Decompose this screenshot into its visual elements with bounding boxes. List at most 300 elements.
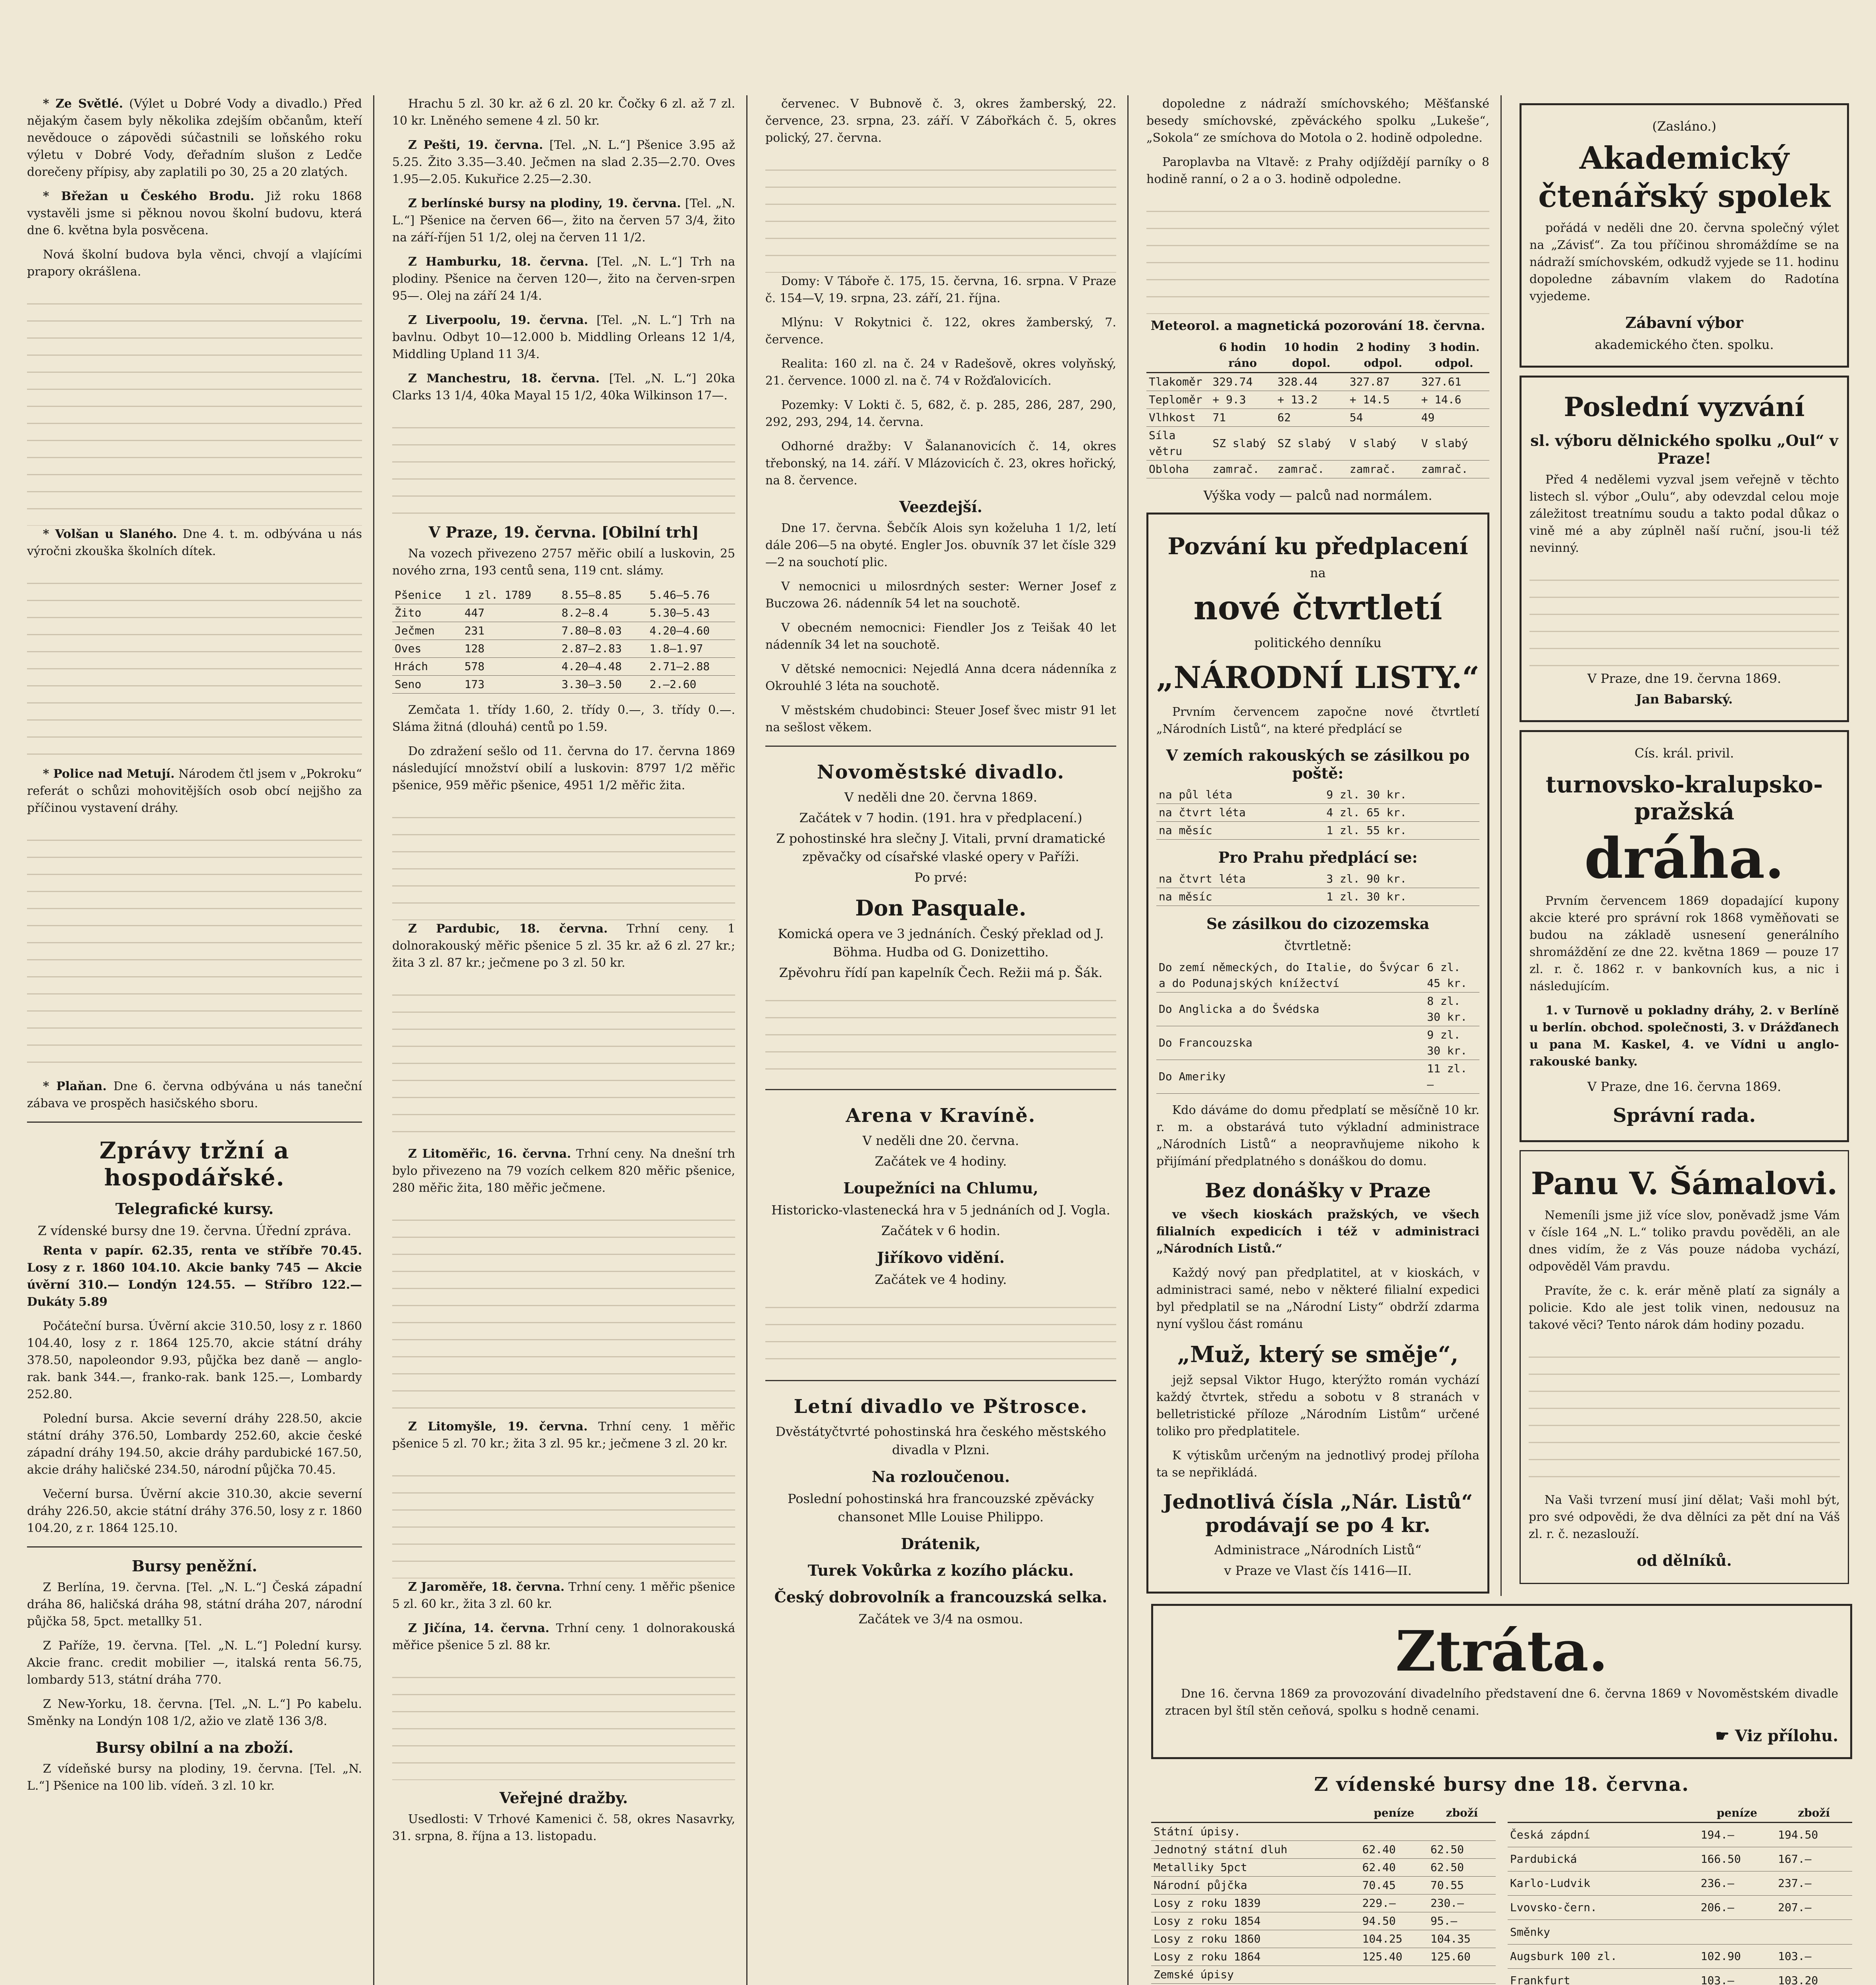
notice-signature: Zábavní výbor [1625, 314, 1743, 331]
table-cell: Žito [392, 604, 462, 622]
article [392, 195, 735, 246]
table-cell: Národní půjčka [1151, 1877, 1360, 1894]
table-cell: na čtvrt léta [1156, 804, 1324, 822]
table-cell: Vlhkost [1146, 409, 1210, 427]
club-notice [1520, 103, 1849, 368]
article-lead: Z Litoměřic, 16. června. [408, 1147, 571, 1161]
table-cell: Losy z roku 1864 [1151, 1948, 1360, 1966]
table-cell [1776, 1920, 1852, 1944]
article-lead: * Plaňan. [43, 1079, 107, 1093]
notice-text: 1. v Turnově u pokladny dráhy, 2. v Berlíně u berlín. obchod. společnosti, 3. v Drážďanech u pana M. Kaskel, 4. ve Vídni u anglo-rakouské banky. [1529, 1004, 1839, 1069]
ad-text: Prvním červencem započne nové čtvrtletí „Národních Listů“, na které předplácí se [1156, 705, 1479, 736]
theatre-note: Historicko-vlastenecká hra v 5 jednáních od J. Vogla. [771, 1203, 1110, 1218]
exchange-table [1508, 1804, 1852, 1985]
table-cell: Metalliky 5pct [1151, 1859, 1360, 1877]
notice-label: (Zasláno.) [1652, 119, 1716, 134]
notice-label: Cís. král. privil. [1634, 746, 1734, 761]
novel-title: „Muž, který se směje“, [1177, 1341, 1459, 1368]
table-cell: 102.90 [1698, 1944, 1776, 1968]
ad-text: v Praze ve Vlast čís 1416—II. [1224, 1563, 1412, 1578]
article-lead: Z Litomyšle, 19. června. [408, 1420, 588, 1434]
article-body: Do zdražení sešlo od 11. června do 17. června 1869 následující množství obilí a luskovin: 8797 1/2 měřic pšenice, 959 měřic pšenice, 4951 1/2 měřic žita. [392, 744, 735, 792]
ad-text: ve všech kioskách pražských, ve všech filialních expedicích i též v administraci „Národních Listů.“ [1156, 1208, 1479, 1256]
theatre-note: Začátek v 6 hodin. [881, 1223, 1000, 1238]
column-2 [381, 95, 746, 1985]
table-cell: 1 zl. 55 kr. [1324, 822, 1479, 840]
article-body: Již roku 1868 vystavěli jsme si pěknou novou školní budovu, která dne 6. května byla posvěcena. [27, 189, 362, 237]
exchange-row [1508, 1896, 1852, 1920]
notice-text: Prvním červencem 1869 dopadající kupony akcie které pro správní rok 1868 vyměňovati se budou na základě usnesení generálního shromáždění ze dne 22. května 1869 — pouze 17 zl. r. č. 1862 r. v bankovních kus, a nic i následujícím. [1529, 894, 1839, 993]
ad-text: K výtiskům určeným na jednotlivý prodej příloha ta se nepřikládá. [1156, 1449, 1479, 1480]
price-row [392, 604, 735, 622]
newspaper-title: „NÁRODNÍ LISTY.“ [1156, 660, 1479, 695]
table-cell: 103.— [1776, 1944, 1852, 1968]
article-body: Polední bursa. Akcie severní dráhy 228.50, akcie státní dráhy 376.50, Lombardy 252.60, akcie české západní dráhy 194.50, akcie dráhy pardubické 167.50, akcie dráhy haličské 234.50, národní půjčka 70.45. [27, 1412, 362, 1477]
theatre-note: Dvěstátyčtvrté pohostinská hra českého městského divadla v Plzni. [775, 1424, 1106, 1457]
table-cell: 2.87—2.83 [559, 640, 647, 658]
article-body: Zemčata 1. třídy 1.60, 2. třídy 0.—, 3. třídy 0.—. Sláma žitná (dlouhá) centů po 1.59. [392, 703, 735, 734]
article-body: Z New-Yorku, 18. června. [Tel. „N. L.“] Po kabelu. Směnky na Londýn 108 1/2, ažio ve zlatě 136 3/8. [27, 1697, 362, 1728]
article-body: Večerní bursa. Úvěrní akcie 310.30, akcie severní dráhy 226.50, akcie státní dráhy 376.50, losy z r. 1860 104.20, z r. 1864 125.10. [27, 1487, 362, 1535]
exchange-row [1508, 1823, 1852, 1847]
notice-text: pořádá v neděli dne 20. června společný výlet na „Závisť“. Za tou příčinou shromáždíme se na nádraží smíchovském, odkudž vyjede se 11. hodinu dopoledne zábavním vlakem do Radotína vyjedeme. [1529, 221, 1839, 303]
theatre-note: Začátek ve 4 hodiny. [874, 1154, 1007, 1169]
exchange-row [1151, 1894, 1496, 1912]
article-body: červenec. V Bubnově č. 3, okres žamberský, 22. července, 23. srpna, 23. září. V Zábořkách č. 5, okres polický, 27. června. [765, 97, 1116, 145]
exchange-row [1508, 1944, 1852, 1968]
article [392, 253, 735, 304]
table-cell: zamrač. [1210, 461, 1275, 478]
table-cell: Hrách [392, 658, 462, 676]
table-cell [1151, 1984, 1360, 1985]
table-cell: 125.40 [1360, 1948, 1428, 1966]
exchange-tables [1151, 1800, 1852, 1985]
exchange-row [1151, 1877, 1496, 1894]
table-cell: 3 zl. 90 kr. [1324, 870, 1479, 888]
exchange-row [1151, 1841, 1496, 1859]
price-list [1156, 870, 1479, 906]
play-title: Český dobrovolník a francouzská selka. [774, 1588, 1107, 1606]
exchange-row [1151, 1966, 1496, 1984]
table-cell: zamrač. [1347, 461, 1419, 478]
article [27, 95, 362, 181]
article-lead: Z Pešti, 19. června. [408, 138, 543, 152]
table-header [1146, 339, 1210, 373]
article-lead: * Volšan u Slaného. [43, 527, 177, 541]
subsection-heading: Bursy peněžní. [132, 1557, 257, 1575]
table-cell [1698, 1920, 1776, 1944]
article [392, 312, 735, 363]
article-body: Národem čtl jsem v „Pokroku“ referát o schůzi mohovitějších osob obcí nejjšho za příčinou vystavení dráhy. [27, 767, 362, 815]
table-cell: 447 [462, 604, 559, 622]
table-cell: 230.— [1428, 1894, 1496, 1912]
table-cell: 7.80—8.03 [559, 622, 647, 640]
table-cell: 231 [462, 622, 559, 640]
table-cell: Síla větru [1146, 427, 1210, 461]
article [27, 765, 362, 817]
table-cell [1360, 1823, 1428, 1841]
price-row [392, 640, 735, 658]
subsection-heading: Veřejné dražby. [499, 1789, 628, 1807]
exchange-row [1151, 1859, 1496, 1877]
article-body: [Tel. „N. L.“] Pšenice 3.95 až 5.25. Žito 3.35—3.40. Ječmen na slad 2.35—2.70. Oves 1.95—2.05. Kukuřice 2.25—2.30. [392, 138, 735, 186]
table-cell: 54 [1347, 409, 1419, 427]
article-lead: Z Pardubic, 18. června. [408, 922, 608, 936]
ad-text: na [1310, 565, 1326, 580]
table-cell: 2.—2.60 [647, 676, 735, 694]
article [27, 1078, 362, 1112]
article [392, 1418, 735, 1452]
table-cell: 4.20—4.48 [559, 658, 647, 676]
article-lead: * Břežan u Českého Brodu. [43, 189, 254, 203]
text-block [392, 1661, 735, 1780]
price-row [1156, 888, 1479, 906]
meteo-row [1146, 409, 1489, 427]
table-cell: 167.— [1776, 1847, 1852, 1871]
article-body: Usedlosti: V Trhové Kamenici č. 58, okres Nasavrky, 31. srpna, 8. října a 13. listopadu. [392, 1812, 735, 1843]
notice-date: V Praze, dne 16. června 1869. [1587, 1079, 1782, 1094]
table-cell [1360, 1966, 1428, 1984]
theatre-date: V neděli dne 20. června 1869. [844, 790, 1037, 805]
notice-text: Nemeníli jsme již více slov, poněvadž jsme Vám v čísle 164 „N. L.“ toliko pravdu pověděli, an ale dnes vidím, že z Vás pouze nádoba vychází, odpověděl Vám pravdu. [1529, 1208, 1840, 1274]
table-cell: Obloha [1146, 461, 1210, 478]
theatre-date: V neděli dne 20. června. [862, 1133, 1019, 1148]
table-header: peníze [1698, 1804, 1776, 1823]
price-list [1156, 959, 1479, 1094]
table-cell: Pšenice [392, 586, 462, 604]
table-cell: 62.50 [1428, 1859, 1496, 1877]
table-cell: na čtvrt léta [1156, 870, 1324, 888]
table-cell: Seno [392, 676, 462, 694]
table-cell: 103.— [1698, 1968, 1776, 1985]
table-cell: 206.— [1698, 1896, 1776, 1920]
table-cell: 194.— [1698, 1823, 1776, 1847]
table-cell: 5.30—5.43 [647, 604, 735, 622]
article-body: Domy: V Táboře č. 175, 15. června, 16. srpna. V Praze č. 154—V, 19. srpna, 23. září, 21. října. [765, 274, 1116, 305]
column-rule [1127, 95, 1129, 1985]
table-cell: 71 [1210, 409, 1275, 427]
table-cell: Karlo-Ludvik [1508, 1871, 1698, 1896]
table-cell: 4 zl. 65 kr. [1324, 804, 1479, 822]
table-cell: 1 zl. 1789 [462, 586, 559, 604]
play-title: Drátenik, [901, 1535, 981, 1553]
table-cell: 8.55—8.85 [559, 586, 647, 604]
price-heading: Pro Prahu předplácí se: [1218, 848, 1418, 866]
article-body: V nemocnici u milosrdných sester: Werner Josef z Buczowa 26. nádenník 54 let na souchotě. [765, 580, 1116, 611]
notice-title: dráha. [1584, 826, 1784, 891]
see-supplement: ☛ Viz přílohu. [1715, 1727, 1838, 1745]
price-row [1156, 822, 1479, 840]
ad-text: Každý nový pan předplatitel, at v kioskách, v administraci samé, nebo v některé filialní expedici byl předplatil se na „Národní Listy“ obdrží zdarma nyní vyšlou část románu [1156, 1266, 1479, 1331]
table-cell: Losy z roku 1860 [1151, 1930, 1360, 1948]
article [392, 1145, 735, 1197]
notice-title: turnovsko-kralupsko-pražská [1545, 771, 1823, 825]
ad-heading: Pozvání ku předplacení [1167, 533, 1468, 560]
table-cell: V slabý [1347, 427, 1419, 461]
article-body: Trhní ceny. 1 měřic pšenice 5 zl. 70 kr.; žita 3 zl. 95 kr.; ječmene 3 zl. 20 kr. [392, 1420, 735, 1451]
letter-notice [1520, 1150, 1849, 1584]
table-cell: + 9.3 [1210, 391, 1275, 409]
text-block [392, 801, 735, 920]
article-body: Hrachu 5 zl. 30 kr. až 6 zl. 20 kr. Čočky 6 zl. až 7 zl. 10 kr. Lněného semene 4 zl. 50 kr. [392, 97, 735, 128]
table-header: 3 hodin. odpol. [1419, 339, 1489, 373]
article [392, 370, 735, 404]
article-body: (Výlet u Dobré Vody a divadlo.) Před nějakým časem byly několika zdejším občanům, kteří nevědouce o zápovědi súčastnili se loňského roku výletu v Dobré Vody, ďeřadním slušon z Ledče dorečeny přípisy, aby zaplatili po 30, 25 a 20 zlatých. [27, 97, 362, 179]
table-cell: Do zemí německých, do Italie, do Švýcar a do Podunajských knížectví [1156, 959, 1425, 992]
article-body: Dne 6. června odbývána u nás taneční zábava ve prospěch hasičského sboru. [27, 1079, 362, 1110]
table-header: peníze [1360, 1804, 1428, 1823]
table-cell: Jednotný státní dluh [1151, 1841, 1360, 1859]
table-cell: 70.45 [1360, 1877, 1428, 1894]
table-cell: SZ slabý [1210, 427, 1275, 461]
theatre-note: Začátek ve 4 hodiny. [874, 1272, 1007, 1287]
table-cell: na půl léta [1156, 786, 1324, 804]
article-body: Na vozech přivezeno 2757 měřic obilí a luskovin, 25 nového zrna, 193 centů sena, 119 cnt. slámy. [392, 547, 735, 578]
table-cell: 128 [462, 640, 559, 658]
table-cell: + 13.2 [1275, 391, 1347, 409]
text-block [765, 1291, 1116, 1370]
article-body: [Tel. „N. L.“] 20ka Clarks 13 1/4, 40ka Mayal 15 1/2, 40ka Wilkinson 17—. [392, 372, 735, 403]
column-rule [373, 95, 374, 1985]
table-cell: 62 [1275, 409, 1347, 427]
table-cell: Pardubická [1508, 1847, 1698, 1871]
article [27, 526, 362, 560]
article-body: Trhní ceny. Na dnešní trh bylo přivezeno na 79 vozích celkem 820 měřic pšenice, 280 měřic žita, 180 měřic ječmene. [392, 1147, 735, 1195]
notice-subtitle: sl. výboru dělnického spolku „Oul“ v Praze! [1530, 432, 1838, 467]
article-lead: Z Manchestru, 18. června. [408, 372, 600, 385]
table-cell: 194.50 [1776, 1823, 1852, 1847]
table-cell: 104.35 [1428, 1930, 1496, 1948]
article-body: Z vídeňské bursy na plodiny, 19. června. [Tel. „N. L.“] Pšenice na 100 lib. vídeň. 3 zl. 10 kr. [27, 1762, 362, 1793]
article-body: Paroplavba na Vltavě: z Prahy odjíždějí parníky o 8 hodině ranní, o 2 a o 3. hodině odpoledne. [1146, 155, 1489, 186]
subsection-note: Z vídenské bursy dne 19. června. Úřední zpráva. [37, 1223, 351, 1238]
article-body: [Tel. „N. L.“] Trh na bavlnu. Odbyt 10—12.000 b. Middling Orleans 12 1/4, Middling Upland 11 3/4. [392, 313, 735, 361]
article-body: Pozemky: V Lokti č. 5, 682, č. p. 285, 286, 287, 290, 292, 293, 294, 14. června. [765, 398, 1116, 429]
text-block [27, 824, 362, 1078]
notice-title: Poslední vyzvání [1564, 391, 1805, 422]
ad-text: Administrace „Národních Listů“ [1214, 1542, 1421, 1557]
ad-text: jejž sepsal Viktor Hugo, kterýžto román vychází každý čtvrtek, středu a sobotu v 8 stranách v belletristické příloze „Národním Listům“ určené toliko pro předplatitele. [1156, 1373, 1479, 1438]
theatre-note: Začátek ve 3/4 na osmou. [858, 1611, 1023, 1627]
table-cell: Do Francouzska [1156, 1026, 1425, 1060]
text-block [392, 1204, 735, 1418]
theatre-note: Komická opera ve 3 jednáních. Český překlad od J. Böhma. Hudba od G. Donizettiho. [778, 926, 1104, 960]
exchange-row [1151, 1912, 1496, 1930]
article-body: Nová školní budova byla věnci, chvojí a vlajícími prapory okrášlena. [27, 248, 362, 279]
table-cell: 94.50 [1360, 1912, 1428, 1930]
table-cell: 8.2—8.4 [559, 604, 647, 622]
column-3 [754, 95, 1127, 1985]
table-title: Meteorol. a magnetická pozorování 18. června. [1150, 318, 1485, 333]
table-cell: + 14.5 [1347, 391, 1419, 409]
table-header: 10 hodin dopol. [1275, 339, 1347, 373]
text-block [392, 979, 735, 1145]
table-cell: 327.87 [1347, 373, 1419, 391]
table-cell: 11 zl. — [1425, 1060, 1479, 1094]
price-row [1156, 804, 1479, 822]
table-cell: 49 [1419, 409, 1489, 427]
price-row [1156, 786, 1479, 804]
table-header: zboží [1428, 1804, 1496, 1823]
table-header: 2 hodiny odpol. [1347, 339, 1419, 373]
table-cell: + 14.6 [1419, 391, 1489, 409]
railway-notice [1520, 730, 1849, 1142]
play-title: Na rozloučenou. [871, 1468, 1010, 1486]
meteo-row [1146, 373, 1489, 391]
theatre-heading: Arena v Kravíně. [846, 1104, 1036, 1127]
play-title: Don Pasquale. [855, 895, 1027, 921]
table-cell: 5.46—5.76 [647, 586, 735, 604]
exchange-row [1151, 1823, 1496, 1841]
table-cell: Do Ameriky [1156, 1060, 1425, 1094]
section-heading: Zprávy tržní a hospodářské. [99, 1137, 290, 1191]
notice-text: Před 4 nedělemi vyzval jsem veřejně v těchto listech sl. výbor „Oulu“, aby odevzdal celou moje záležitost treatnímu soudu a takto podal důkaz o vině mé a aby zúplněl naší ruční, jsou-li též nevinný. [1529, 473, 1839, 555]
article [27, 188, 362, 239]
article [392, 920, 735, 971]
exchange-row [1151, 1948, 1496, 1966]
table-header [1508, 1804, 1698, 1823]
notice-date: V Praze, dne 19. června 1869. [1587, 671, 1782, 686]
price-row [1156, 1026, 1479, 1060]
table-cell: 62.50 [1428, 1841, 1496, 1859]
table-cell: 229.— [1360, 1894, 1428, 1912]
table-cell: Zemské úpisy [1151, 1966, 1360, 1984]
ad-text: Kdo dáváme do domu předplatí se měsíčně 10 kr. r. m. a obstarává tuto výkladní administrace „Národních Listů“ a neopravňujeme nikoho k přijímání předplatného s donáškou do domu. [1156, 1103, 1479, 1168]
table-cell: 329.74 [1210, 373, 1275, 391]
notice-signature: akademického čten. spolku. [1595, 337, 1774, 352]
article-body: Trhní ceny. 1 dolnorakouský měřic pšenice 5 zl. 35 kr. až 6 zl. 27 kr.; žita 3 zl. 87 kr.; ječmene po 3 zl. 50 kr. [392, 922, 735, 970]
price-row [392, 586, 735, 604]
table-cell: Teploměr [1146, 391, 1210, 409]
table-cell: Augsburk 100 zl. [1508, 1944, 1698, 1968]
price-heading: V zemích rakouských se zásilkou po poště: [1166, 746, 1470, 782]
article-lead: * Police nad Metují. [43, 767, 175, 781]
ad-text: čtvrtletně: [1284, 938, 1352, 953]
notice-text: Na Vaši tvrzení musí jiní dělat; Vaši mohl být, pro své odpovědi, že dva dělníci za pět dní na Váš zl. r. č. nezaslouží. [1529, 1493, 1840, 1541]
table-cell: 166.50 [1698, 1847, 1776, 1871]
article-body: Realita: 160 zl. na č. 24 v Radešově, okres volyňský, 21. července. 1000 zl. na č. 74 v Rožďalovicích. [765, 357, 1116, 388]
divider [765, 1380, 1116, 1381]
article-body: Z Paříže, 19. června. [Tel. „N. L.“] Polední kursy. Akcie franc. credit mobilier —, italská renta 56.75, lombardy 513, státní dráha 770. [27, 1639, 362, 1687]
article-lead: Z berlínské bursy na plodiny, 19. června. [408, 197, 681, 210]
price-row [1156, 959, 1479, 992]
article-lead: Z Jaroměře, 18. června. [408, 1580, 565, 1594]
notice-signature: Správní rada. [1612, 1104, 1756, 1127]
see-supplement-label: Viz přílohu. [1735, 1727, 1838, 1745]
text-block [27, 567, 362, 765]
text-block [765, 154, 1116, 273]
table-cell: 103.20 [1776, 1968, 1852, 1985]
article-body: V obecném nemocnici: Fiendler Jos z Teišak 40 let nádenník 34 let na souchotě. [765, 621, 1116, 652]
article-body: Dne 4. t. m. odbývána u nás výročni zkouška školních dítek. [27, 527, 362, 558]
table-cell: Ječmen [392, 622, 462, 640]
notice-signature: Jan Babarský. [1635, 692, 1733, 707]
meteo-row [1146, 427, 1489, 461]
text-block [1529, 564, 1839, 667]
article [392, 1620, 735, 1654]
table-cell: 104.25 [1360, 1930, 1428, 1948]
table-cell: zamrač. [1275, 461, 1347, 478]
divider [765, 746, 1116, 747]
table-cell [1360, 1984, 1428, 1985]
table-cell: V slabý [1419, 427, 1489, 461]
price-row [1156, 992, 1479, 1026]
article [392, 1578, 735, 1613]
divider [27, 1546, 362, 1548]
article-body: Z Berlína, 19. června. [Tel. „N. L.“] Česká západní dráha 86, haličská dráha 98, státní dráha 207, národní půjčka 58, 5pct. metallky 51. [27, 1580, 362, 1628]
article-lead: Z Liverpoolu, 19. června. [408, 313, 588, 327]
column-rule [746, 95, 747, 1985]
price-row [392, 622, 735, 640]
divider [27, 1122, 362, 1123]
exchange-table [1151, 1804, 1496, 1985]
article-body: V dětské nemocnici: Nejedlá Anna dcera nádenníka z Okrouhlé 3 léta na souchotě. [765, 662, 1116, 693]
meteo-row [1146, 461, 1489, 478]
table-cell: Směnky [1508, 1920, 1698, 1944]
exchange-row [1151, 1930, 1496, 1948]
play-title: Jiříkovo vidění. [877, 1249, 1005, 1266]
table-header: 6 hodin ráno [1210, 339, 1275, 373]
price-row [1156, 1060, 1479, 1094]
table-cell: 4.20—4.60 [647, 622, 735, 640]
column-1 [16, 95, 373, 1985]
notice-title: Akademický čtenářský spolek [1538, 140, 1830, 214]
subscription-ad [1146, 513, 1489, 1594]
theatre-heading: Letní divadlo ve Pštrosce. [794, 1395, 1088, 1418]
table-cell: 2.71—2.88 [647, 658, 735, 676]
table-cell: Tlakoměr [1146, 373, 1210, 391]
exchange-row [1151, 1984, 1496, 1985]
article-body: Dne 17. června. Šebčík Alois syn koželuha 1 1/2, letí dále 206—5 na obyté. Engler Jos. obuvník 37 let čísle 329—2 na souchotí plic. [765, 521, 1116, 569]
table-cell: 62.40 [1360, 1841, 1428, 1859]
subsection-heading: Telegrafické kursy. [115, 1200, 274, 1218]
table-cell: Losy z roku 1854 [1151, 1912, 1360, 1930]
article [392, 137, 735, 188]
article-body: dopoledne z nádraží smíchovského; Měšťanské besedy smíchovské, zpěváckého spolku „Lukeše“, „Sokola“ ze smíchova do Motola o 2. hodině odpoledne. [1146, 97, 1489, 145]
table-cell: 207.— [1776, 1896, 1852, 1920]
table-cell: Do Anglicka a do Švédska [1156, 992, 1425, 1026]
notice-title: Panu V. Šámalovi. [1531, 1166, 1838, 1202]
table-cell: Česká zápdní [1508, 1823, 1698, 1847]
table-cell: 70.55 [1428, 1877, 1496, 1894]
theatre-note: Začátek v 7 hodin. (191. hra v předplacení.) [799, 810, 1082, 825]
ad-heading: Jednotlivá čísla „Nár. Listů“ prodávají se po 4 kr. [1163, 1490, 1473, 1537]
article-body: Trhní ceny. 1 dolnorakouská měřice pšenice 5 zl. 88 kr. [392, 1621, 735, 1652]
subsection-heading: V Praze, 19. června. [Obilní trh] [428, 523, 699, 541]
table-cell: 9 zl. 30 kr. [1425, 1026, 1479, 1060]
notice-text: Dne 16. června 1869 za provozování divadelního představení dne 6. června 1869 v Novoměstském divadle ztracen byl štíl stěn ceňová, spolku s hodně cenami. [1165, 1687, 1838, 1718]
text-block [1529, 1341, 1840, 1492]
theatre-note: Zpěvohru řídí pan kapelník Čech. Režii má p. Šák. [779, 965, 1103, 980]
article-body: Trhní ceny. 1 měřic pšenice 5 zl. 60 kr., žita 3 zl. 60 kr. [392, 1580, 735, 1611]
notice [1520, 376, 1849, 722]
subsection-heading: Veezdejší. [899, 498, 982, 516]
table-cell: Losy z roku 1839 [1151, 1894, 1360, 1912]
price-row [392, 676, 735, 694]
ad-title: nové čtvrtletí [1193, 588, 1443, 627]
meteo-table [1146, 339, 1489, 478]
table-cell: zamrač. [1419, 461, 1489, 478]
article-body: Mlýnu: V Rokytnici č. 122, okres žamberský, 7. července. [765, 316, 1116, 347]
exchange-row [1508, 1968, 1852, 1985]
table-cell: na měsíc [1156, 822, 1324, 840]
exchange-row [1508, 1920, 1852, 1944]
table-cell: SZ slabý [1275, 427, 1347, 461]
rates-paragraph: Renta v papír. 62.35, renta ve stříbře 70.45. Losy z r. 1860 104.10. Akcie banky 745 — Akcie úvěrní 310.— Londýn 124.55. — Stříbro 122.— Dukáty 5.89 [27, 1244, 362, 1309]
article-body: [Tel. „N. L.“] Pšenice na červen 66—, žito na červen 57 3/4, žito na září-říjen 51 1/2, olej na červen 11 1/2. [392, 197, 735, 245]
exchange-heading: Z vídenské bursy dne 18. června. [1314, 1773, 1689, 1796]
meteo-row [1146, 391, 1489, 409]
